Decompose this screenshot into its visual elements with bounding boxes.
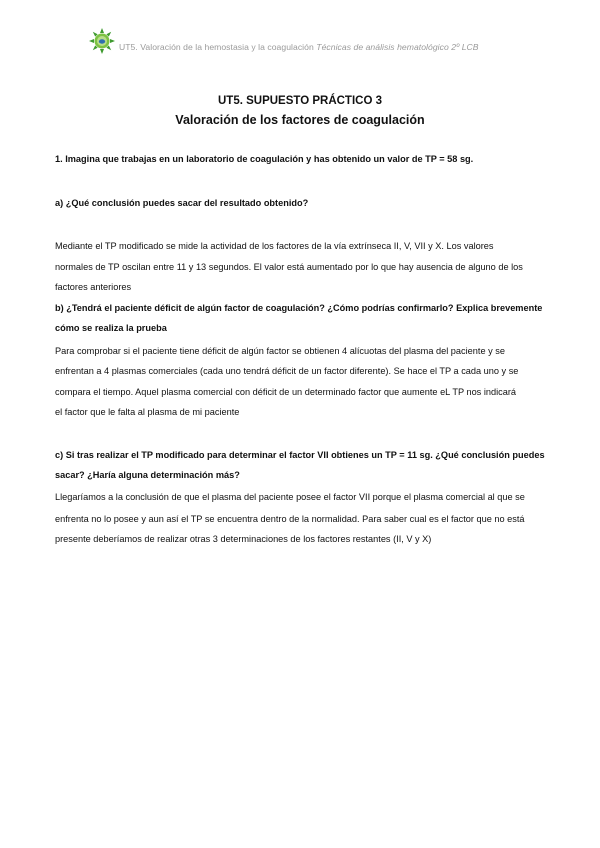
answer-a-line-3: factores anteriores [55,282,132,292]
answer-b-line-4: el factor que le falta al plasma de mi paciente [55,407,240,417]
page-subtitle: Valoración de los factores de coagulación [175,113,425,127]
question-c-line-1: c) Si tras realizar el TP modificado para determinar el factor VII obtienes un TP = 11 sg. ¿Qué conclusión puedes [55,450,545,460]
answer-a-line-1: Mediante el TP modificado se mide la actividad de los factores de la vía extrínseca II, V, VII y X. Los valores [55,241,494,251]
answer-a-line-2: normales de TP oscilan entre 11 y 13 segundos. El valor está aumentado por lo que hay ausencia de alguno de los [55,262,523,272]
answer-b-line-3: compara el tiempo. Aquel plasma comercial con déficit de un determinado factor que aumente eL TP nos indicará [55,387,516,397]
header-course-unit: UT5. Valoración de la hemostasia y la coagulación [119,42,314,52]
question-b-line-1: b) ¿Tendrá el paciente déficit de algún factor de coagulación? ¿Cómo podrías confirmarlo? Explica brevemente [55,303,543,313]
green-sun-logo-icon [88,27,116,55]
page-header [88,27,568,57]
question-a: a) ¿Qué conclusión puedes sacar del resultado obtenido? [55,198,309,208]
header-subject: Técnicas de análisis hematológico 2º LCB [316,42,479,52]
answer-c-line-3: presente deberíamos de realizar otras 3 determinaciones de los factores restantes (II, V y X) [55,534,432,544]
answer-c-line-2: enfrenta no lo posee y aun así el TP se encuentra dentro de la normalidad. Para saber cual es el factor que no está [55,514,525,524]
answer-b-line-2: enfrentan a 4 plasmas comerciales (cada uno tendrá déficit de un factor diferente). Se hace el TP a cada uno y se [55,366,519,376]
title-block [0,93,600,131]
question-1: 1. Imagina que trabajas en un laboratorio de coagulación y has obtenido un valor de TP = 58 sg. [55,154,474,164]
answer-c-line-1: Llegaríamos a la conclusión de que el plasma del paciente posee el factor VII porque el plasma comercial al que se [55,492,525,502]
answer-b-line-1: Para comprobar si el paciente tiene déficit de algún factor se obtienen 4 alícuotas del plasma del paciente y se [55,346,505,356]
question-b-line-2: cómo se realiza la prueba [55,323,167,333]
question-c-line-2: sacar? ¿Haría alguna determinación más? [55,470,240,480]
page-title: UT5. SUPUESTO PRÁCTICO 3 [217,95,382,107]
header-text [119,42,479,52]
